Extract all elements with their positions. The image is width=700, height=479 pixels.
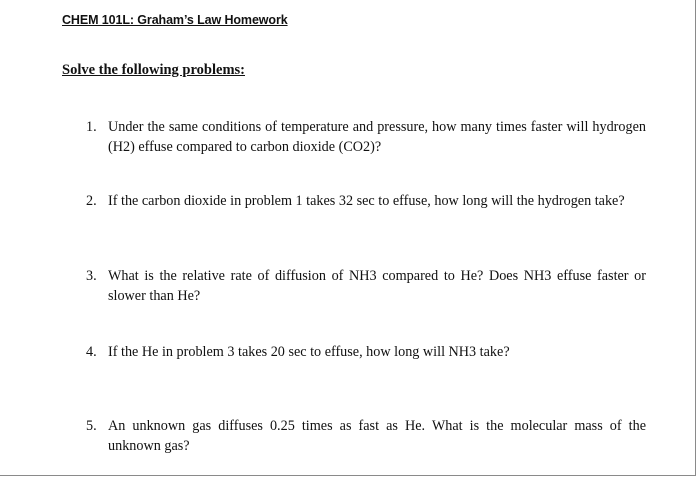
document-title: CHEM 101L: Graham’s Law Homework (62, 13, 288, 27)
problem-number: 2. (86, 193, 97, 209)
problem-number: 3. (86, 268, 97, 284)
instructions-heading: Solve the following problems: (62, 62, 245, 78)
problem-text: If the He in problem 3 takes 20 sec to effuse, how long will NH3 take? (108, 344, 510, 360)
problem-text: If the carbon dioxide in problem 1 takes 32 sec to effuse, how long will the hydrogen take? (108, 193, 625, 209)
problem-number: 1. (86, 119, 97, 135)
problem-text: Under the same conditions of temperature and pressure, how many times faster will hydrogen (H2) effuse compared to carbon dioxide (CO2)? (108, 119, 646, 155)
problem-text: An unknown gas diffuses 0.25 times as fast as He. What is the molecular mass of the unknown gas? (108, 418, 646, 454)
problem-number: 4. (86, 344, 97, 360)
problem-number: 5. (86, 418, 97, 434)
problem-item (86, 342, 646, 362)
problem-item (86, 266, 646, 306)
problem-text: What is the relative rate of diffusion of NH3 compared to He? Does NH3 effuse faster or slower than He? (108, 268, 646, 304)
problem-item (86, 191, 646, 211)
problem-item (86, 416, 646, 456)
problem-item (86, 117, 646, 157)
